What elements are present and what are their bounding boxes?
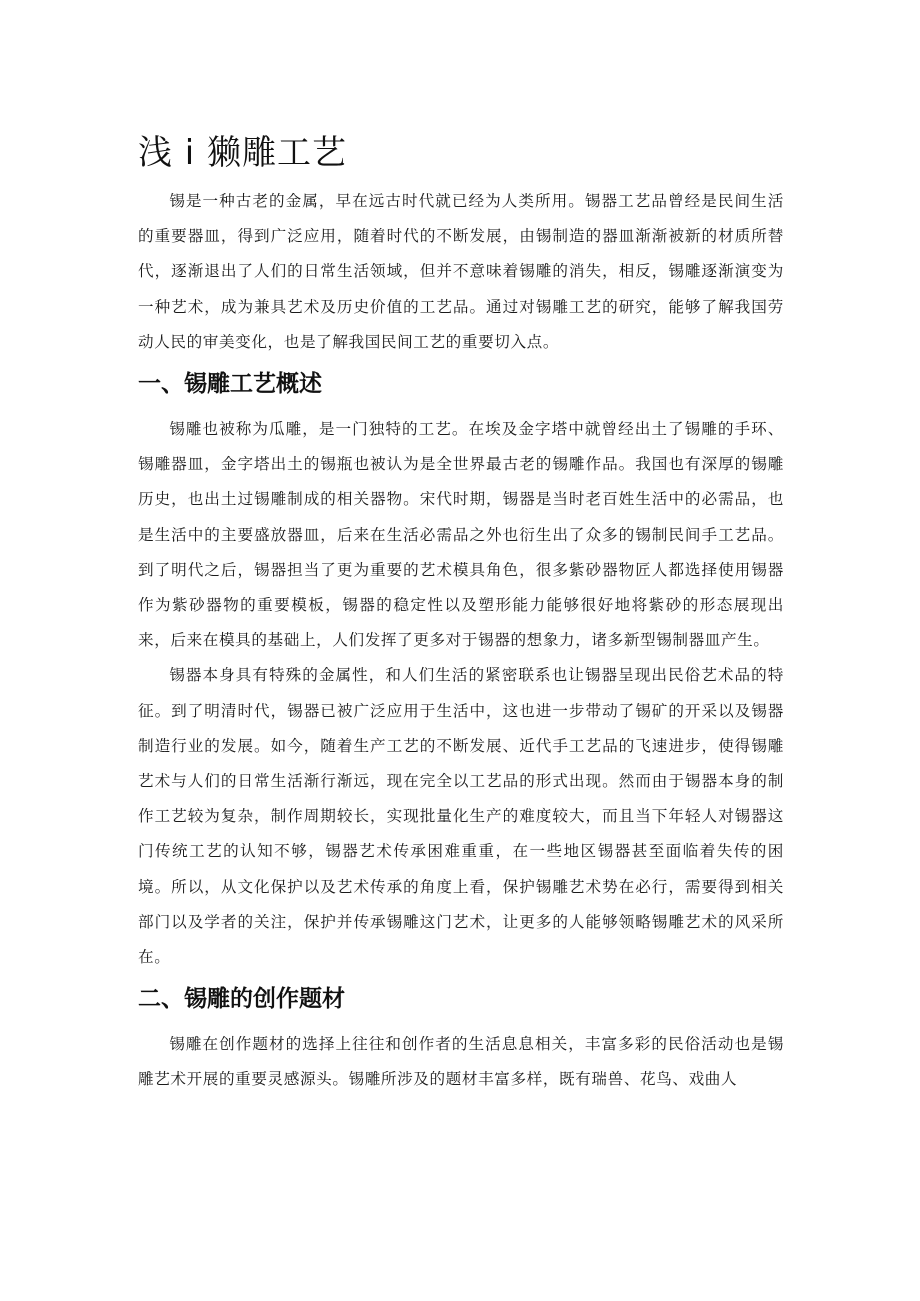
document-title: 浅 i 獭雕工艺 (138, 133, 348, 173)
section-heading-overview: 一、锡雕工艺概述 (138, 371, 322, 398)
document-page (138, 128, 784, 1098)
overview-paragraph-2: 锡器本身具有特殊的金属性，和人们生活的紧密联系也让锡器呈现出民俗艺术品的特征。到了明清时代，锡器已被广泛应用于生活中，这也进一步带动了锡矿的开采以及锡器制造行业的发展。如今，随着生产工艺的不断发展、近代手工艺品的飞速进步，使得锡雕艺术与人们的日常生活渐行渐远，现在完全以工艺品的形式出现。然而由于锡器本身的制作工艺较为复杂，制作周期较长，实现批量化生产的难度较大，而且当下年轻人对锡器这门传统工艺的认知不够，锡器艺术传承困难重重，在一些地区锡器甚至面临着失传的困境。所以，从文化保护以及艺术传承的角度上看，保护锡雕艺术势在必行，需要得到相关部门以及学者的关注，保护并传承锡雕这门艺术，让更多的人能够领略锡雕艺术的风采所在。 (138, 666, 784, 967)
themes-paragraph-1: 锡雕在创作题材的选择上往往和创作者的生活息息相关，丰富多彩的民俗活动也是锡雕艺术开展的重要灵感源头。锡雕所涉及的题材丰富多样，既有瑞兽、花鸟、戏曲人 (138, 1035, 784, 1089)
section-heading-themes: 二、锡雕的创作题材 (138, 986, 345, 1013)
intro-paragraph: 锡是一种古老的金属，早在远古时代就已经为人类所用。锡器工艺品曾经是民间生活的重要器皿，得到广泛应用，随着时代的不断发展，由锡制造的器皿渐渐被新的材质所替代，逐渐退出了人们的日常生活领域，但并不意味着锡雕的消失，相反，锡雕逐渐演变为一种艺术，成为兼具艺术及历史价值的工艺品。通过对锡雕工艺的研究，能够了解我国劳动人民的审美变化，也是了解我国民间工艺的重要切入点。 (138, 192, 784, 351)
overview-paragraph-1: 锡雕也被称为瓜雕，是一门独特的工艺。在埃及金字塔中就曾经出土了锡雕的手环、锡雕器皿，金字塔出土的锡瓶也被认为是全世界最古老的锡雕作品。我国也有深厚的锡雕历史，也出土过锡雕制成的相关器物。宋代时期，锡器是当时老百姓生活中的必需品，也是生活中的主要盛放器皿，后来在生活必需品之外也衍生出了众多的锡制民间手工艺品。到了明代之后，锡器担当了更为重要的艺术模具角色，很多紫砂器物匠人都选择使用锡器作为紫砂器物的重要模板，锡器的稳定性以及塑形能力能够很好地将紫砂的形态展现出来，后来在模具的基础上，人们发挥了更多对于锡器的想象力，诸多新型锡制器皿产生。 (138, 420, 784, 650)
